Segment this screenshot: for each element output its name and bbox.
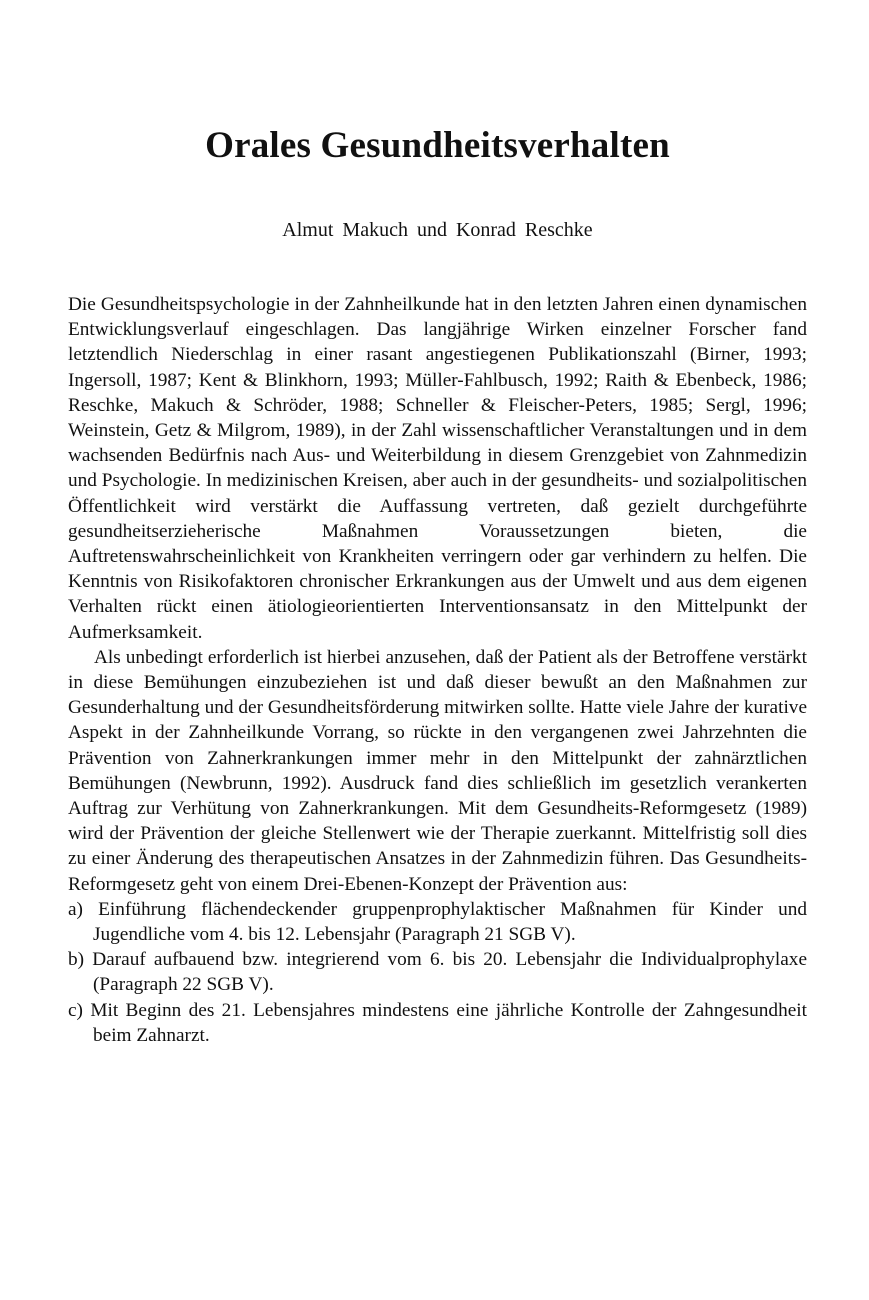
article-title: Orales Gesundheitsverhalten <box>205 125 670 166</box>
article-authors: Almut Makuch und Konrad Reschke <box>282 219 593 241</box>
prevention-levels-list <box>68 897 807 1048</box>
list-item <box>68 947 807 997</box>
article-body <box>68 292 807 1048</box>
list-item <box>68 998 807 1048</box>
list-item-text: Darauf aufbauend bzw. integrierend vom 6. bis 20. Lebensjahr die Individualprophylaxe (Paragraph 22 SGB V). <box>92 949 808 996</box>
paragraph-2: Als unbedingt erforderlich ist hierbei anzusehen, daß der Patient als der Betroffene verstärkt in diese Bemühungen einzubeziehen ist und daß dieser bewußt an den Maßnahmen zur Gesunderhaltung und der Gesundheitsförderung mitwirken sollte. Hatte viele Jahre der kurative Aspekt in der Zahnheilkunde Vorrang, so rückte in den vergangenen zwei Jahrzehnten die Prävention von Zahnerkrankungen immer mehr in den Mittelpunkt der zahnärztlichen Bemühungen (Newbrunn, 1992). Ausdruck fand dies schließlich im gesetzlich verankerten Auftrag zur Verhütung von Zahnerkrankungen. Mit dem Gesundheits-Reformgesetz (1989) wird der Prävention der gleiche Stellenwert wie der Therapie zuerkannt. Mittelfristig soll dies zu einer Änderung des therapeutischen Ansatzes in der Zahnmedizin führen. Das Gesundheits-Reformgesetz geht von einem Drei-Ebenen-Konzept der Prävention aus: <box>68 646 807 895</box>
list-marker: a) <box>68 898 83 920</box>
list-item-text: Einführung flächendeckender gruppenprophylaktischer Maßnahmen für Kinder und Jugendliche vom 4. bis 12. Lebensjahr (Paragraph 21 SGB V). <box>93 898 807 946</box>
paragraph-1: Die Gesundheitspsychologie in der Zahnheilkunde hat in den letzten Jahren einen dynamischen Entwicklungsverlauf eingeschlagen. Das langjährige Wirken einzelner Forscher fand letztendlich Niederschlag in einer rasant angestiegenen Publikationszahl (Birner, 1993; Ingersoll, 1987; Kent & Blinkhorn, 1993; Müller-Fahlbusch, 1992; Raith & Ebenbeck, 1986; Reschke, Makuch & Schröder, 1988; Schneller & Fleischer-Peters, 1985; Sergl, 1996; Weinstein, Getz & Milgrom, 1989), in der Zahl wissenschaftlicher Veranstaltungen und in dem wachsenden Bedürfnis nach Aus- und Weiterbildung in diesem Grenzgebiet von Zahnmedizin und Psychologie. In medizinischen Kreisen, aber auch in der gesundheits- und sozialpolitischen Öffentlichkeit wird verstärkt die Auffassung vertreten, daß gezielt durchgeführte gesundheitserzieherische Maßnahmen Voraussetzungen bieten, die Auftretenswahrscheinlichkeit von Krankheiten verringern oder gar verhindern zu helfen. Die Kenntnis von Risikofaktoren chronischer Erkrankungen aus der Umwelt und aus dem eigenen Verhalten rückt einen ätiologieorientierten Interventionsansatz in den Mittelpunkt der Aufmerksamkeit. <box>68 294 807 643</box>
list-marker: c) <box>68 999 83 1021</box>
list-item <box>68 897 807 947</box>
list-item-text: Mit Beginn des 21. Lebensjahres mindestens eine jährliche Kontrolle der Zahngesundheit beim Zahnarzt. <box>90 999 807 1046</box>
list-marker: b) <box>68 949 85 971</box>
